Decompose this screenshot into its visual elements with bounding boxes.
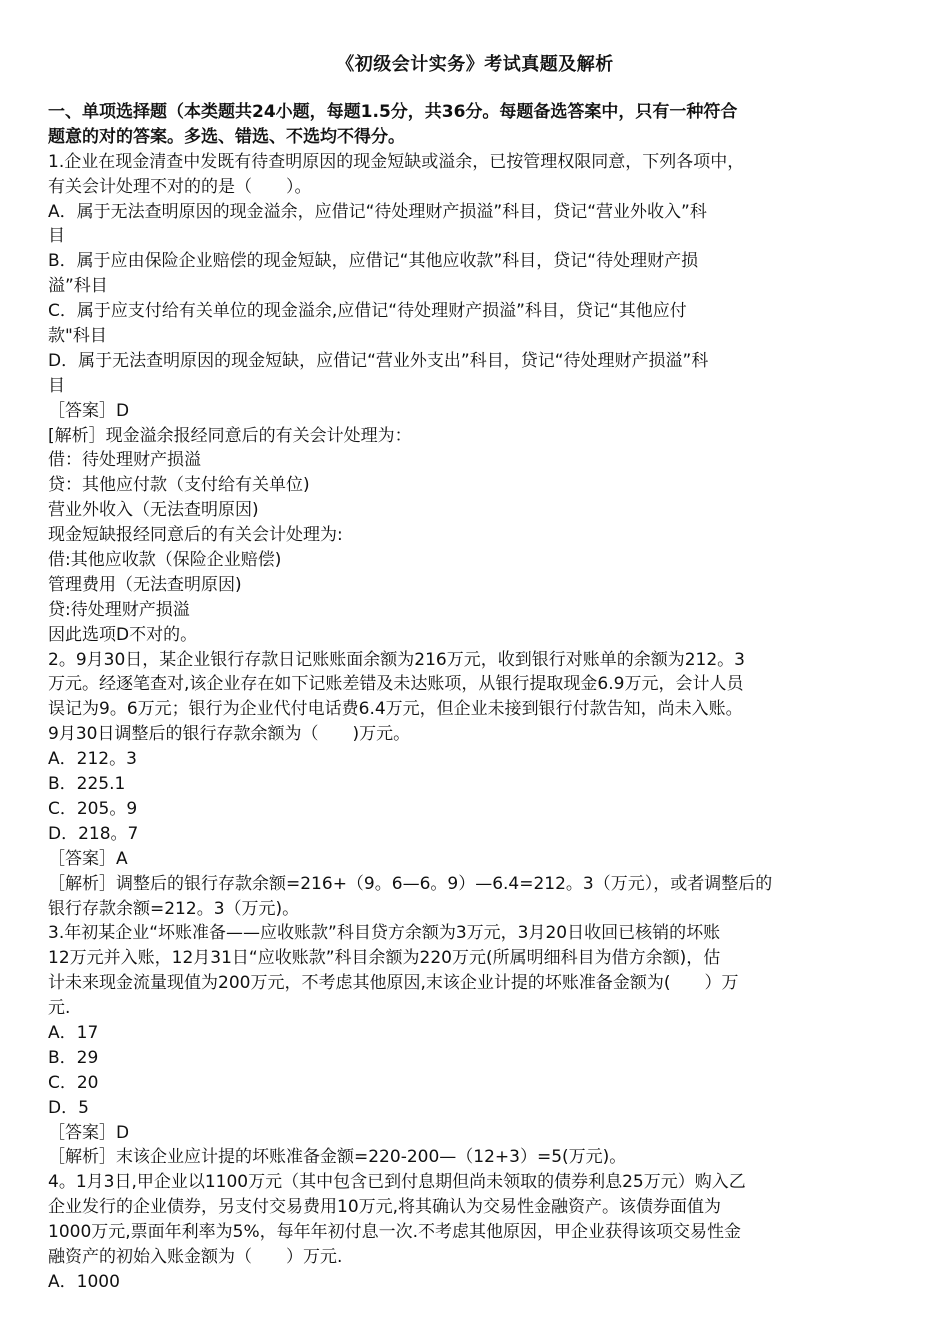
- text-line: 4。1月3日,甲企业以1100万元（其中包含已到付息期但尚未领取的债券利息25万元）购入乙: [48, 1172, 746, 1193]
- text-line: D．属于无法查明原因的现金短缺，应借记“营业外支出”科目，贷记“待处理财产损溢”科: [48, 350, 709, 371]
- text-line: 2。9月30日，某企业银行存款日记账账面余额为216万元，收到银行对账单的余额为212。3: [48, 649, 745, 670]
- text-line: 营业外收入（无法查明原因): [48, 500, 259, 521]
- text-line: ［答案］D: [48, 1122, 130, 1143]
- text-line: 因此选项D不对的。: [48, 624, 198, 645]
- text-line: 溢”科目: [48, 276, 108, 297]
- text-line: D．5: [48, 1097, 89, 1118]
- document-title: 《初级会计实务》考试真题及解析: [336, 54, 614, 75]
- text-line: 目: [48, 375, 65, 396]
- document-body: [48, 100, 903, 1295]
- text-line: 1000万元,票面年利率为5%，每年年初付息一次.不考虑其他原因，甲企业获得该项交易性金: [48, 1222, 742, 1243]
- text-line: 借:其他应收款（保险企业赔偿): [48, 550, 282, 571]
- text-line: D．218。7: [48, 823, 139, 844]
- text-line: A．1000: [48, 1271, 120, 1292]
- text-line: 误记为9。6万元；银行为企业代付电话费6.4万元，但企业未接到银行付款告知，尚未入账。: [48, 699, 743, 720]
- text-line: 银行存款余额=212。3（万元)。: [48, 898, 300, 919]
- text-line: 元.: [48, 998, 71, 1019]
- text-line: 9月30日调整后的银行存款余额为（ )万元。: [48, 724, 411, 745]
- text-line: 借：待处理财产损溢: [48, 450, 201, 471]
- text-line: [解析］现金溢余报经同意后的有关会计处理为：: [48, 425, 412, 446]
- text-line: 1.企业在现金清查中发既有待查明原因的现金短缺或溢余，已按管理权限同意，下列各项中，: [48, 151, 745, 172]
- text-line: B．225.1: [48, 774, 126, 795]
- text-line: A．212。3: [48, 749, 137, 770]
- text-line: 目: [48, 226, 65, 247]
- section-heading-line: 一、单项选择题（本类题共24小题，每题1.5分，共36分。每题备选答案中，只有一种符合: [48, 102, 738, 122]
- text-line: 企业发行的企业债券，另支付交易费用10万元,将其确认为交易性金融资产。该债券面值为: [48, 1197, 722, 1218]
- text-line: ［解析］末该企业应计提的坏账准备金额=220-200—（12+3）=5(万元)。: [48, 1147, 627, 1168]
- text-line: 万元。经逐笔查对,该企业存在如下记账差错及未达账项，从银行提取现金6.9万元，会计人员: [48, 674, 744, 695]
- text-line: 计未来现金流量现值为200万元，不考虑其他原因,末该企业计提的坏账准备金额为( ）万: [48, 973, 739, 994]
- text-line: A．17: [48, 1022, 99, 1043]
- text-line: 贷：其他应付款（支付给有关单位): [48, 475, 310, 496]
- text-line: 3.年初某企业“坏账准备——应收账款”科目贷方余额为3万元，3月20日收回已核销的坏账: [48, 923, 721, 944]
- text-line: A．属于无法查明原因的现金溢余，应借记“待处理财产损溢”科目，贷记“营业外收入”科: [48, 201, 707, 222]
- text-line: B．属于应由保险企业赔偿的现金短缺，应借记“其他应收款”科目，贷记“待处理财产损: [48, 251, 699, 272]
- section-heading-line: 题意的对的答案。多选、错选、不选均不得分。: [48, 126, 405, 147]
- text-line: ［答案］D: [48, 400, 130, 421]
- text-line: 12万元并入账，12月31日“应收账款”科目余额为220万元(所属明细科目为借方余额)，估: [48, 948, 721, 969]
- text-line: C．20: [48, 1072, 99, 1093]
- text-line: 款"科目: [48, 326, 107, 347]
- text-line: 融资产的初始入账金额为（ ）万元.: [48, 1246, 343, 1267]
- text-line: 管理费用（无法查明原因): [48, 574, 242, 595]
- text-line: ［解析］调整后的银行存款余额=216+（9。6—6。9）—6.4=212。3（万元），或者调整后的: [48, 873, 773, 894]
- text-line: C．属于应支付给有关单位的现金溢余,应借记“待处理财产损溢”科目，贷记“其他应付: [48, 301, 687, 322]
- text-line: C．205。9: [48, 798, 138, 819]
- text-line: 贷:待处理财产损溢: [48, 599, 190, 620]
- text-line: B．29: [48, 1047, 99, 1068]
- text-line: ［答案］A: [48, 848, 128, 869]
- text-line: 有关会计处理不对的的是（ ）。: [48, 176, 312, 197]
- text-line: 现金短缺报经同意后的有关会计处理为:: [48, 525, 343, 546]
